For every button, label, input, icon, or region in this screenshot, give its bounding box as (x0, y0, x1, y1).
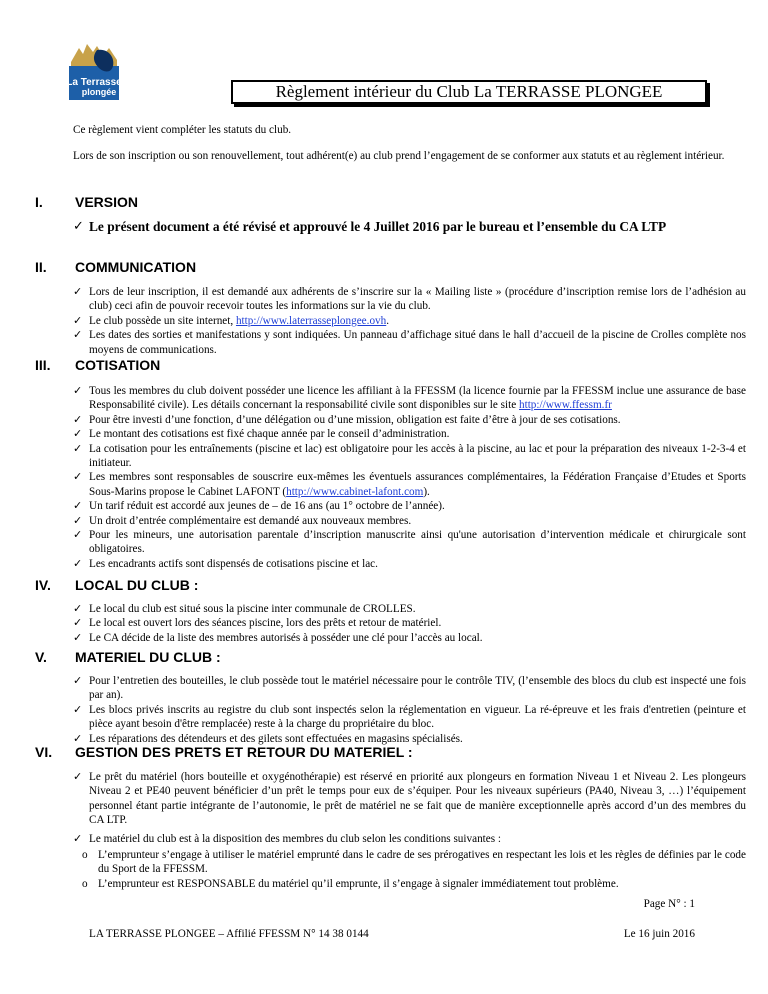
list-item: ✓ Le club possède un site internet, http://www.laterrasseplongee.ovh. (73, 314, 746, 328)
communication-list (73, 285, 746, 357)
section-number: I. (35, 194, 43, 210)
page-title: Règlement intérieur du Club La TERRASSE PLONGEE (231, 80, 707, 104)
section-title-materiel: MATERIEL DU CLUB : (75, 649, 221, 665)
section-title-local: LOCAL DU CLUB : (75, 577, 199, 593)
page-number: Page N° : 1 (643, 898, 695, 910)
intro-paragraph-1: Ce règlement vient compléter les statuts du club. (73, 124, 292, 136)
local-list (73, 602, 746, 645)
section-title-communication: COMMUNICATION (75, 259, 197, 275)
ffessm-link[interactable]: http://www.ffessm.fr (519, 399, 612, 412)
list-item: ✓ Les blocs privés inscrits au registre du club sont inspectés selon la réglementation en vigueur. La ré-épreuve et les frais d'entretien (peinture et pièce ayant besoin d'être remplacée) reste à la charge du propriétaire du bloc. (73, 703, 746, 732)
list-item: ✓ Les membres sont responsables de souscrire eux-mêmes les éventuels assurances complémentaires, la Fédération Française d’Etudes et Sports Sous-Marins propose le Cabinet LAFONT (http://www.cabinet-lafont.com). (73, 470, 746, 499)
footer-affiliation: LA TERRASSE PLONGEE – Affilié FFESSM N° 14 38 0144 (89, 928, 369, 940)
sub-list-item: o L’emprunteur est RESPONSABLE du matériel qu’il emprunte, il s’engage à signaler immédiatement tout problème. (82, 877, 746, 891)
section-title-version: VERSION (75, 194, 139, 210)
section-number: VI. (35, 744, 53, 760)
list-item: ✓ Le local du club est situé sous la piscine inter communale de CROLLES. (73, 602, 746, 616)
list-item: ✓ Un tarif réduit est accordé aux jeunes de – de 16 ans (au 1° octobre de l’année). (73, 499, 746, 513)
section-number: III. (35, 357, 51, 373)
club-logo (63, 40, 125, 104)
footer-date: Le 16 juin 2016 (623, 928, 695, 940)
list-item: ✓ Pour être investi d’une fonction, d’une délégation ou d’une mission, obligation est faite d’être à jour de ses cotisations. (73, 413, 746, 427)
list-item: ✓ Tous les membres du club doivent posséder une licence les affiliant à la FFESSM (la licence fournie par la FFESSM inclue une assurance de base Responsabilité civile). Les détails concernant la responsabilité civile sont disponibles sur le site http://www.ffessm.fr (73, 384, 746, 413)
list-item: ✓ Le local est ouvert lors des séances piscine, lors des prêts et retour de matériel. (73, 616, 746, 630)
list-item: ✓ Le matériel du club est à la disposition des membres du club selon les conditions suivantes : (73, 832, 746, 846)
list-item: ✓ Le prêt du matériel (hors bouteille et oxygénothérapie) est réservé en priorité aux plongeurs en formation Niveau 1 et Niveau 2. Les plongeurs Niveau 2 et PE40 peuvent bénéficier d’un prêt le temps pour eux de s’équiper. Pour les niveaux supérieurs (PA40, Niveau 3, …) l’équipement personnel étant partie intégrante de l’autonomie, le prêt de matériel ne se fait que de manière exceptionnelle après accord d’un des membres du CA LTP. (73, 770, 746, 828)
list-item: ✓ Le montant des cotisations est fixé chaque année par le conseil d’administration. (73, 427, 746, 441)
list-item: ✓ Le présent document a été révisé et approuvé le 4 Juillet 2016 par le bureau et l’ensemble du CA LTP (73, 218, 746, 235)
cotisation-list (73, 384, 746, 571)
section-number: IV. (35, 577, 51, 593)
lafont-link[interactable]: http://www.cabinet-lafont.com (286, 485, 424, 498)
site-link[interactable]: http://www.laterrasseplongee.ovh (235, 314, 387, 327)
list-item: ✓ Le CA décide de la liste des membres autorisés à posséder une clé pour l’accès au local. (73, 631, 746, 645)
section-title-prets: GESTION DES PRETS ET RETOUR DU MATERIEL : (75, 744, 413, 760)
version-list (73, 218, 746, 235)
list-item: ✓ Un droit d’entrée complémentaire est demandé aux nouveaux membres. (73, 514, 746, 528)
prets-list-2 (73, 832, 746, 846)
svg-text:plongée: plongée (81, 87, 117, 97)
list-item: ✓ Les réparations des détendeurs et des gilets sont effectuées en magasins spécialisés. (73, 732, 746, 746)
list-item: ✓ Pour les mineurs, une autorisation parentale d’inscription manuscrite ainsi qu'une autorisation d’intervention médicale et chirurgicale sont obligatoires. (73, 528, 746, 557)
list-item: ✓ Les dates des sorties et manifestations y sont indiquées. Un panneau d’affichage situé dans le hall d’accueil de la piscine de Crolles complète nos moyens de communications. (73, 328, 746, 357)
prets-list (73, 770, 746, 828)
section-number: V. (35, 649, 47, 665)
conditions-sublist (82, 848, 746, 891)
list-item: ✓ Lors de leur inscription, il est demandé aux adhérents de s’inscrire sur la « Mailing liste » (procédure d’inscription remise lors de l’adhésion au club) ceci afin de pouvoir recevoir toutes les informations sur la vie du club. (73, 285, 746, 314)
list-item: ✓ Pour l’entretien des bouteilles, le club possède tout le matériel nécessaire pour le contrôle TIV, (l’ensemble des blocs du club est inspecté une fois par an). (73, 674, 746, 703)
intro-paragraph-2: Lors de son inscription ou son renouvellement, tout adhérent(e) au club prend l’engagement de se conformer aux statuts et au règlement intérieur. (73, 150, 725, 162)
section-title-cotisation: COTISATION (75, 357, 161, 373)
svg-text:La Terrasse: La Terrasse (66, 77, 122, 88)
section-number: II. (35, 259, 47, 275)
list-item: ✓ La cotisation pour les entraînements (piscine et lac) est obligatoire pour les accès à la piscine, au lac et pour la préparation des niveaux 1-2-3-4 et initiateur. (73, 442, 746, 471)
materiel-list (73, 674, 746, 746)
sub-list-item: o L’emprunteur s’engage à utiliser le matériel emprunté dans le cadre de ses prérogatives en respectant les lois et les règles de définies par le code du Sport de la FFESSM. (82, 848, 746, 877)
list-item: ✓ Les encadrants actifs sont dispensés de cotisations piscine et lac. (73, 557, 746, 571)
